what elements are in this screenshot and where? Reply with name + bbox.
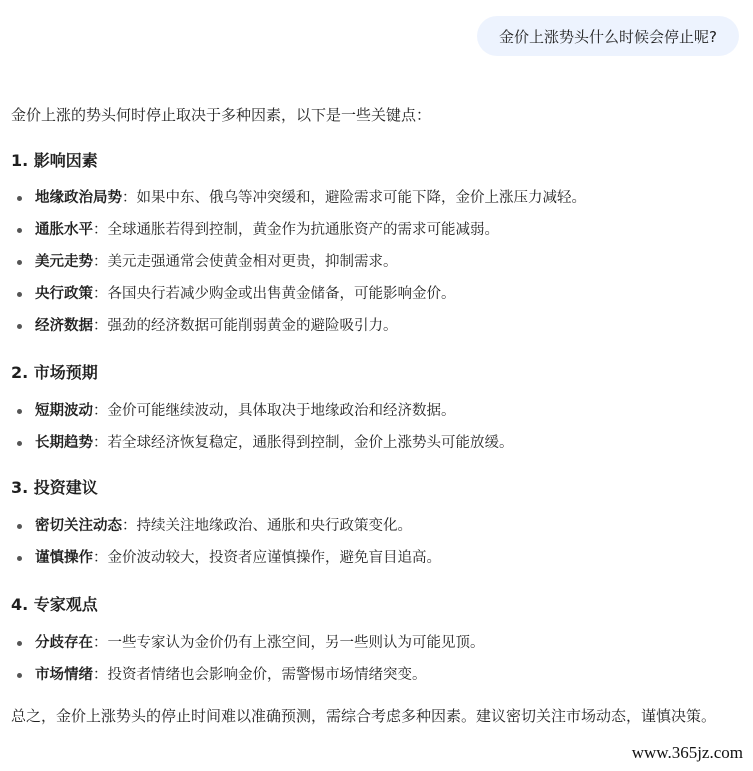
list-item xyxy=(11,400,741,422)
list-item xyxy=(11,187,741,209)
list-item xyxy=(11,219,741,241)
list-item-text: ：如果中东、俄乌等冲突缓和，避险需求可能下降，金价上涨压力减轻。 xyxy=(122,190,586,206)
list-item xyxy=(11,632,741,654)
bullet-icon xyxy=(17,196,22,201)
list-item-term: 谨慎操作 xyxy=(35,550,93,566)
bullet-icon xyxy=(17,641,22,646)
list-item-text: ：美元走强通常会使黄金相对更贵，抑制需求。 xyxy=(93,254,398,270)
list-item-term: 长期趋势 xyxy=(35,435,93,451)
list-item-text: ：各国央行若减少购金或出售黄金储备，可能影响金价。 xyxy=(93,286,456,302)
list-item-text: ：全球通胀若得到控制，黄金作为抗通胀资产的需求可能减弱。 xyxy=(93,222,499,238)
list-item-term: 通胀水平 xyxy=(35,222,93,238)
assistant-answer xyxy=(11,104,741,729)
bullet-icon xyxy=(17,228,22,233)
bullet-icon xyxy=(17,673,22,678)
bullet-icon xyxy=(17,524,22,529)
market-expectation-list xyxy=(11,400,741,454)
investment-advice-list xyxy=(11,515,741,569)
section-title-expert-views: 4. 专家观点 xyxy=(11,595,98,614)
list-item-term: 市场情绪 xyxy=(35,667,93,683)
user-message-bubble xyxy=(477,16,739,56)
list-item-text: ：金价可能继续波动，具体取决于地缘政治和经济数据。 xyxy=(93,403,456,419)
list-item-term: 短期波动 xyxy=(35,403,93,419)
list-item-text: ：投资者情绪也会影响金价，需警惕市场情绪突变。 xyxy=(93,667,427,683)
list-item-term: 密切关注动态 xyxy=(35,518,122,534)
section-title-investment-advice: 3. 投资建议 xyxy=(11,478,98,497)
list-item-term: 经济数据 xyxy=(35,318,93,334)
list-item-term: 央行政策 xyxy=(35,286,93,302)
list-item xyxy=(11,315,741,337)
list-item xyxy=(11,664,741,686)
list-item-text: ：一些专家认为金价仍有上涨空间，另一些则认为可能见顶。 xyxy=(93,635,485,651)
bullet-icon xyxy=(17,409,22,414)
bullet-icon xyxy=(17,556,22,561)
list-item-term: 地缘政治局势 xyxy=(35,190,122,206)
answer-summary: 总之，金价上涨势头的停止时间难以准确预测，需综合考虑多种因素。建议密切关注市场动态，谨慎决策。 xyxy=(11,707,717,725)
impact-factors-list xyxy=(11,187,741,337)
list-item xyxy=(11,515,741,537)
section-title-market-expectation: 2. 市场预期 xyxy=(11,363,98,382)
list-item-text: ：持续关注地缘政治、通胀和央行政策变化。 xyxy=(122,518,412,534)
bullet-icon xyxy=(17,324,22,329)
bullet-icon xyxy=(17,292,22,297)
bullet-icon xyxy=(17,441,22,446)
list-item xyxy=(11,432,741,454)
list-item-term: 美元走势 xyxy=(35,254,93,270)
section-title-impact-factors: 1. 影响因素 xyxy=(11,151,98,170)
list-item-text: ：强劲的经济数据可能削弱黄金的避险吸引力。 xyxy=(93,318,398,334)
bullet-icon xyxy=(17,260,22,265)
list-item-text: ：若全球经济恢复稳定，通胀得到控制，金价上涨势头可能放缓。 xyxy=(93,435,514,451)
answer-intro: 金价上涨的势头何时停止取决于多种因素，以下是一些关键点： xyxy=(11,106,432,124)
site-watermark: www.365jz.com xyxy=(631,743,743,762)
expert-views-list xyxy=(11,632,741,686)
user-message-text: 金价上涨势头什么时候会停止呢? xyxy=(499,27,717,46)
list-item xyxy=(11,547,741,569)
list-item-term: 分歧存在 xyxy=(35,635,93,651)
list-item-text: ：金价波动较大，投资者应谨慎操作，避免盲目追高。 xyxy=(93,550,441,566)
list-item xyxy=(11,283,741,305)
list-item xyxy=(11,251,741,273)
